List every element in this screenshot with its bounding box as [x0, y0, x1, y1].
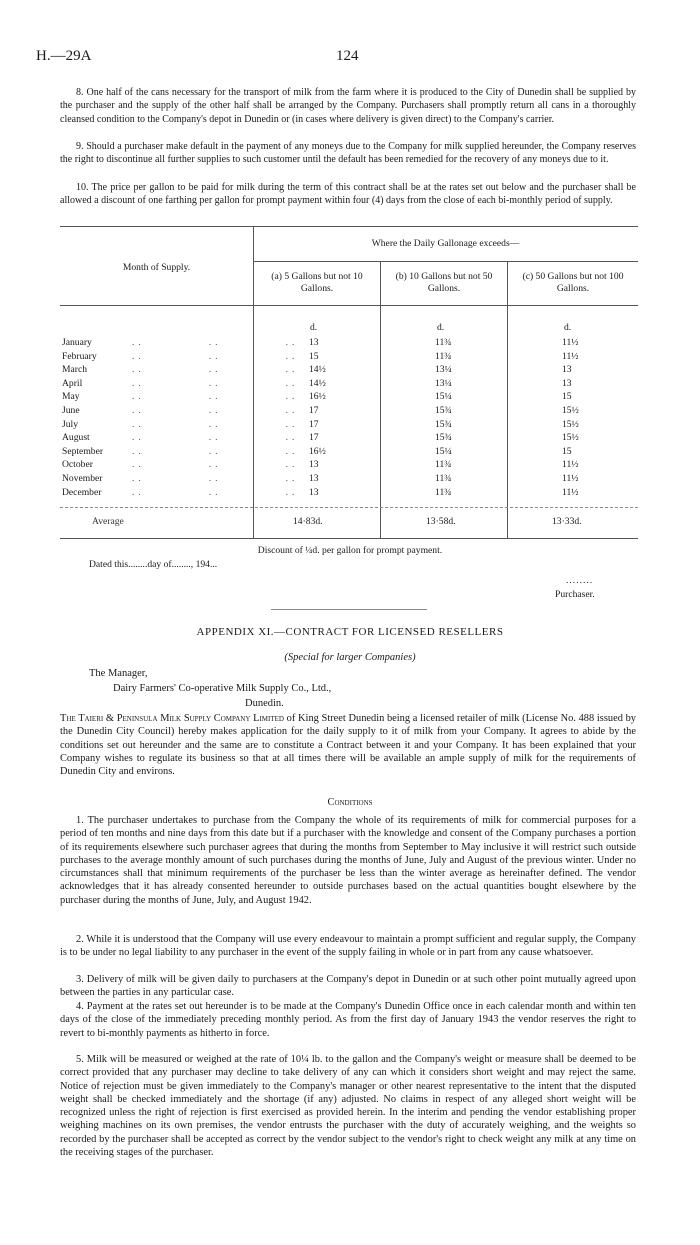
discount-line: Discount of ¼d. per gallon for prompt payment. — [257, 545, 443, 556]
col-c-header: (c) 50 Gallons but not 100 Gallons. — [522, 271, 624, 294]
leader-dots: .. .. .. — [132, 377, 299, 389]
price-cell-a: 17 — [309, 405, 319, 416]
price-cell-a: 16½ — [309, 391, 326, 403]
report-reference: H.—29A — [36, 48, 92, 64]
signature-line: ........ — [566, 575, 594, 586]
leader-dots: .. .. .. — [132, 364, 299, 376]
leader-dots: .. .. .. — [132, 473, 299, 484]
leader-dots: .. .. .. — [132, 486, 299, 498]
leader-dots: .. .. .. — [132, 391, 299, 403]
clause-8: 8. One half of the cans necessary for the transport of milk from the farm where it is produced to the City of Dunedin shall be supplied by the purchaser and the supply of the other half shall be arranged by the Company. Purchasers shall promptly return all cans in a thoroughly cleansed condition to the Company's depot in Dunedin or (in cases where delivery is given direct) to the Company's carrier. — [60, 87, 636, 125]
leader-dots: .. .. .. — [132, 459, 299, 471]
month-cell: July — [62, 418, 78, 430]
month-cell: February — [62, 350, 97, 362]
price-cell-a: 14½ — [309, 377, 326, 389]
price-cell-b: 15¾ — [435, 418, 452, 430]
month-cell: November — [62, 473, 103, 484]
leader-dots: .. .. .. — [132, 405, 299, 416]
price-cell-a: 13 — [309, 459, 319, 471]
month-cell: August — [62, 432, 90, 444]
group-header: Where the Daily Gallonage exceeds— — [371, 238, 520, 249]
price-cell-b: 11¾ — [435, 350, 452, 362]
month-cell: September — [62, 445, 104, 457]
price-cell-c: 11½ — [562, 486, 579, 498]
leader-dots: .. .. .. — [132, 350, 299, 362]
condition-4: 4. Payment at the rates set out hereunder is to be made at the Company's Dunedin Office once in each calendar month and within ten days of the close of the immediately preceding monthly period. As from the first day of January 1943 the vendor reserves the right to revert to bi-monthly payments as hitherto in force. — [60, 1001, 636, 1039]
month-cell: April — [62, 377, 83, 389]
month-cell: June — [62, 405, 80, 416]
average-label: Average — [92, 516, 124, 527]
month-cell: January — [62, 337, 92, 348]
col-b-header: (b) 10 Gallons but not 50 Gallons. — [395, 271, 493, 294]
price-cell-b: 15¾ — [435, 405, 452, 416]
price-cell-a: 13 — [309, 473, 319, 484]
address-line-2: Dairy Farmers' Co-operative Milk Supply Co., Ltd., — [113, 683, 332, 694]
leader-dots: .. .. .. — [132, 432, 299, 444]
month-cell: March — [62, 364, 88, 376]
col-a-header: (a) 5 Gallons but not 10 Gallons. — [271, 271, 363, 294]
price-cell-c: 15½ — [562, 405, 579, 416]
leader-dots: .. .. .. — [132, 445, 299, 457]
unit-a: d. — [310, 322, 318, 333]
price-cell-b: 15¾ — [435, 432, 452, 444]
price-cell-a: 14½ — [309, 364, 326, 376]
company-name: The Taieri & Peninsula Milk Supply Company Limited — [60, 713, 284, 724]
address-line-3: Dunedin. — [245, 698, 284, 709]
average-a: 14·83d. — [293, 516, 323, 527]
price-cell-a: 16½ — [309, 445, 326, 457]
clause-9: 9. Should a purchaser make default in the payment of any moneys due to the Company for milk supplied hereunder, the Company reserves the right to discontinue all further supplies to such customer until the default has been remedied for the recovery of any moneys due to it. — [60, 141, 636, 166]
month-header: Month of Supply. — [122, 262, 191, 273]
leader-dots: .. .. .. — [132, 337, 299, 348]
price-cell-c: 11½ — [562, 473, 579, 484]
average-c: 13·33d. — [552, 516, 582, 527]
price-cell-b: 11¾ — [435, 486, 452, 498]
intro-paragraph — [60, 712, 636, 778]
condition-3: 3. Delivery of milk will be given daily to purchasers at the Company's depot in Dunedin or at such other point mutually agreed upon between the parties in any particular case. — [60, 974, 636, 999]
price-cell-c: 13 — [562, 377, 572, 389]
price-cell-a: 15 — [309, 350, 319, 362]
appendix-subtitle: (Special for larger Companies) — [284, 652, 416, 663]
unit-b: d. — [437, 322, 445, 333]
conditions-heading: Conditions — [327, 797, 373, 808]
clause-10: 10. The price per gallon to be paid for milk during the term of this contract shall be at the rates set out below and the purchaser shall be allowed a discount of one farthing per gallon for prompt payment within four (4) days from the close of each bi-monthly period of supply. — [60, 182, 636, 207]
leader-dots: .. .. .. — [132, 418, 299, 430]
month-cell: October — [62, 459, 93, 471]
price-cell-c: 15½ — [562, 432, 579, 444]
address-line-1: The Manager, — [89, 668, 148, 679]
price-cell-c: 15 — [562, 391, 572, 403]
price-cell-b: 15¼ — [435, 391, 452, 403]
condition-5: 5. Milk will be measured or weighed at the rate of 10¼ lb. to the gallon and the Company's weight or measure shall be deemed to be correct provided that any purchaser may decline to take delivery of any can which it considers short weight and may reject the same. Notice of rejection must be given immediately to the Company's manager or other nearest representative to the intent that the disputed weight shall be checked immediately and the shortage (if any) adjusted. No claims in respect of any alleged short weight will be recognized unless the right of rejection is first exercised as provided herein. In the interim and pending the vendor establishing proper weighing machines on its own premises, the vendor entrusts the purchaser with the duty of accurately weighing, and the weights so recorded by the purchaser shall be accepted as correct by the vendor subject to the vendor's right to check weight any milk at any time on the receiving stages of the purchaser. — [60, 1054, 636, 1159]
price-cell-b: 11¾ — [435, 473, 452, 484]
price-cell-c: 15½ — [562, 418, 579, 430]
unit-c: d. — [564, 322, 572, 333]
condition-2: 2. While it is understood that the Company will use every endeavour to maintain a prompt sufficient and regular supply, the Company is to be under no legal liability to any purchaser in the event of the supply failing in whole or in part from any cause whatsoever. — [60, 934, 636, 959]
average-b: 13·58d. — [426, 516, 456, 527]
price-cell-c: 11½ — [562, 459, 579, 471]
price-cell-c: 11½ — [562, 337, 579, 348]
price-cell-b: 11¾ — [435, 459, 452, 471]
price-cell-c: 13 — [562, 364, 572, 376]
price-cell-a: 17 — [309, 418, 319, 430]
price-cell-b: 13¼ — [435, 364, 452, 376]
price-cell-c: 15 — [562, 445, 572, 457]
page-number: 124 — [336, 48, 359, 64]
month-cell: May — [62, 391, 80, 403]
price-cell-b: 15¼ — [435, 445, 452, 457]
price-cell-c: 11½ — [562, 350, 579, 362]
price-cell-b: 11¾ — [435, 337, 452, 348]
price-cell-a: 17 — [309, 432, 319, 444]
price-cell-a: 13 — [309, 486, 319, 498]
month-cell: December — [62, 486, 102, 498]
intro-text: of King Street Dunedin being a licensed retailer of milk (License No. 488 issued by the Dunedin City Council) hereby makes application for the daily supply to it of milk from your Company. It agrees to abide by the conditions set out hereunder and the same are to constitute a Contract between it and your Company. It has been explained that your Company wishes to regulate its business so that at all times there will be available an ample supply of milk for the requirements of Dunedin City and environs. — [60, 713, 636, 778]
appendix-title: APPENDIX XI.—CONTRACT FOR LICENSED RESELLERS — [196, 626, 504, 638]
price-cell-a: 13 — [309, 337, 319, 348]
purchaser-label: Purchaser. — [555, 589, 595, 600]
price-cell-b: 13¼ — [435, 377, 452, 389]
dated-line: Dated this........day of........, 194... — [89, 559, 218, 570]
condition-1: 1. The purchaser undertakes to purchase from the Company the whole of its requirements of milk for commercial purposes for a period of ten months and nine days from this date but if a purchaser with the knowledge and consent of the Company purchases a portion of its requirements elsewhere such purchaser agrees that during the months from September to May inclusive it will restrict such outside purchases to the average monthly amount of such purchases during the months of June, July and August of the previous winter. Under no circumstances shall that minimum requirements of the purchaser be less than the winter average as hereinafter defined. The vendor acknowledges that it has already consented hereunder to outside purchases based on the actual quantities bought elsewhere by the purchaser during the months of June, July, and August 1942. — [60, 815, 636, 906]
